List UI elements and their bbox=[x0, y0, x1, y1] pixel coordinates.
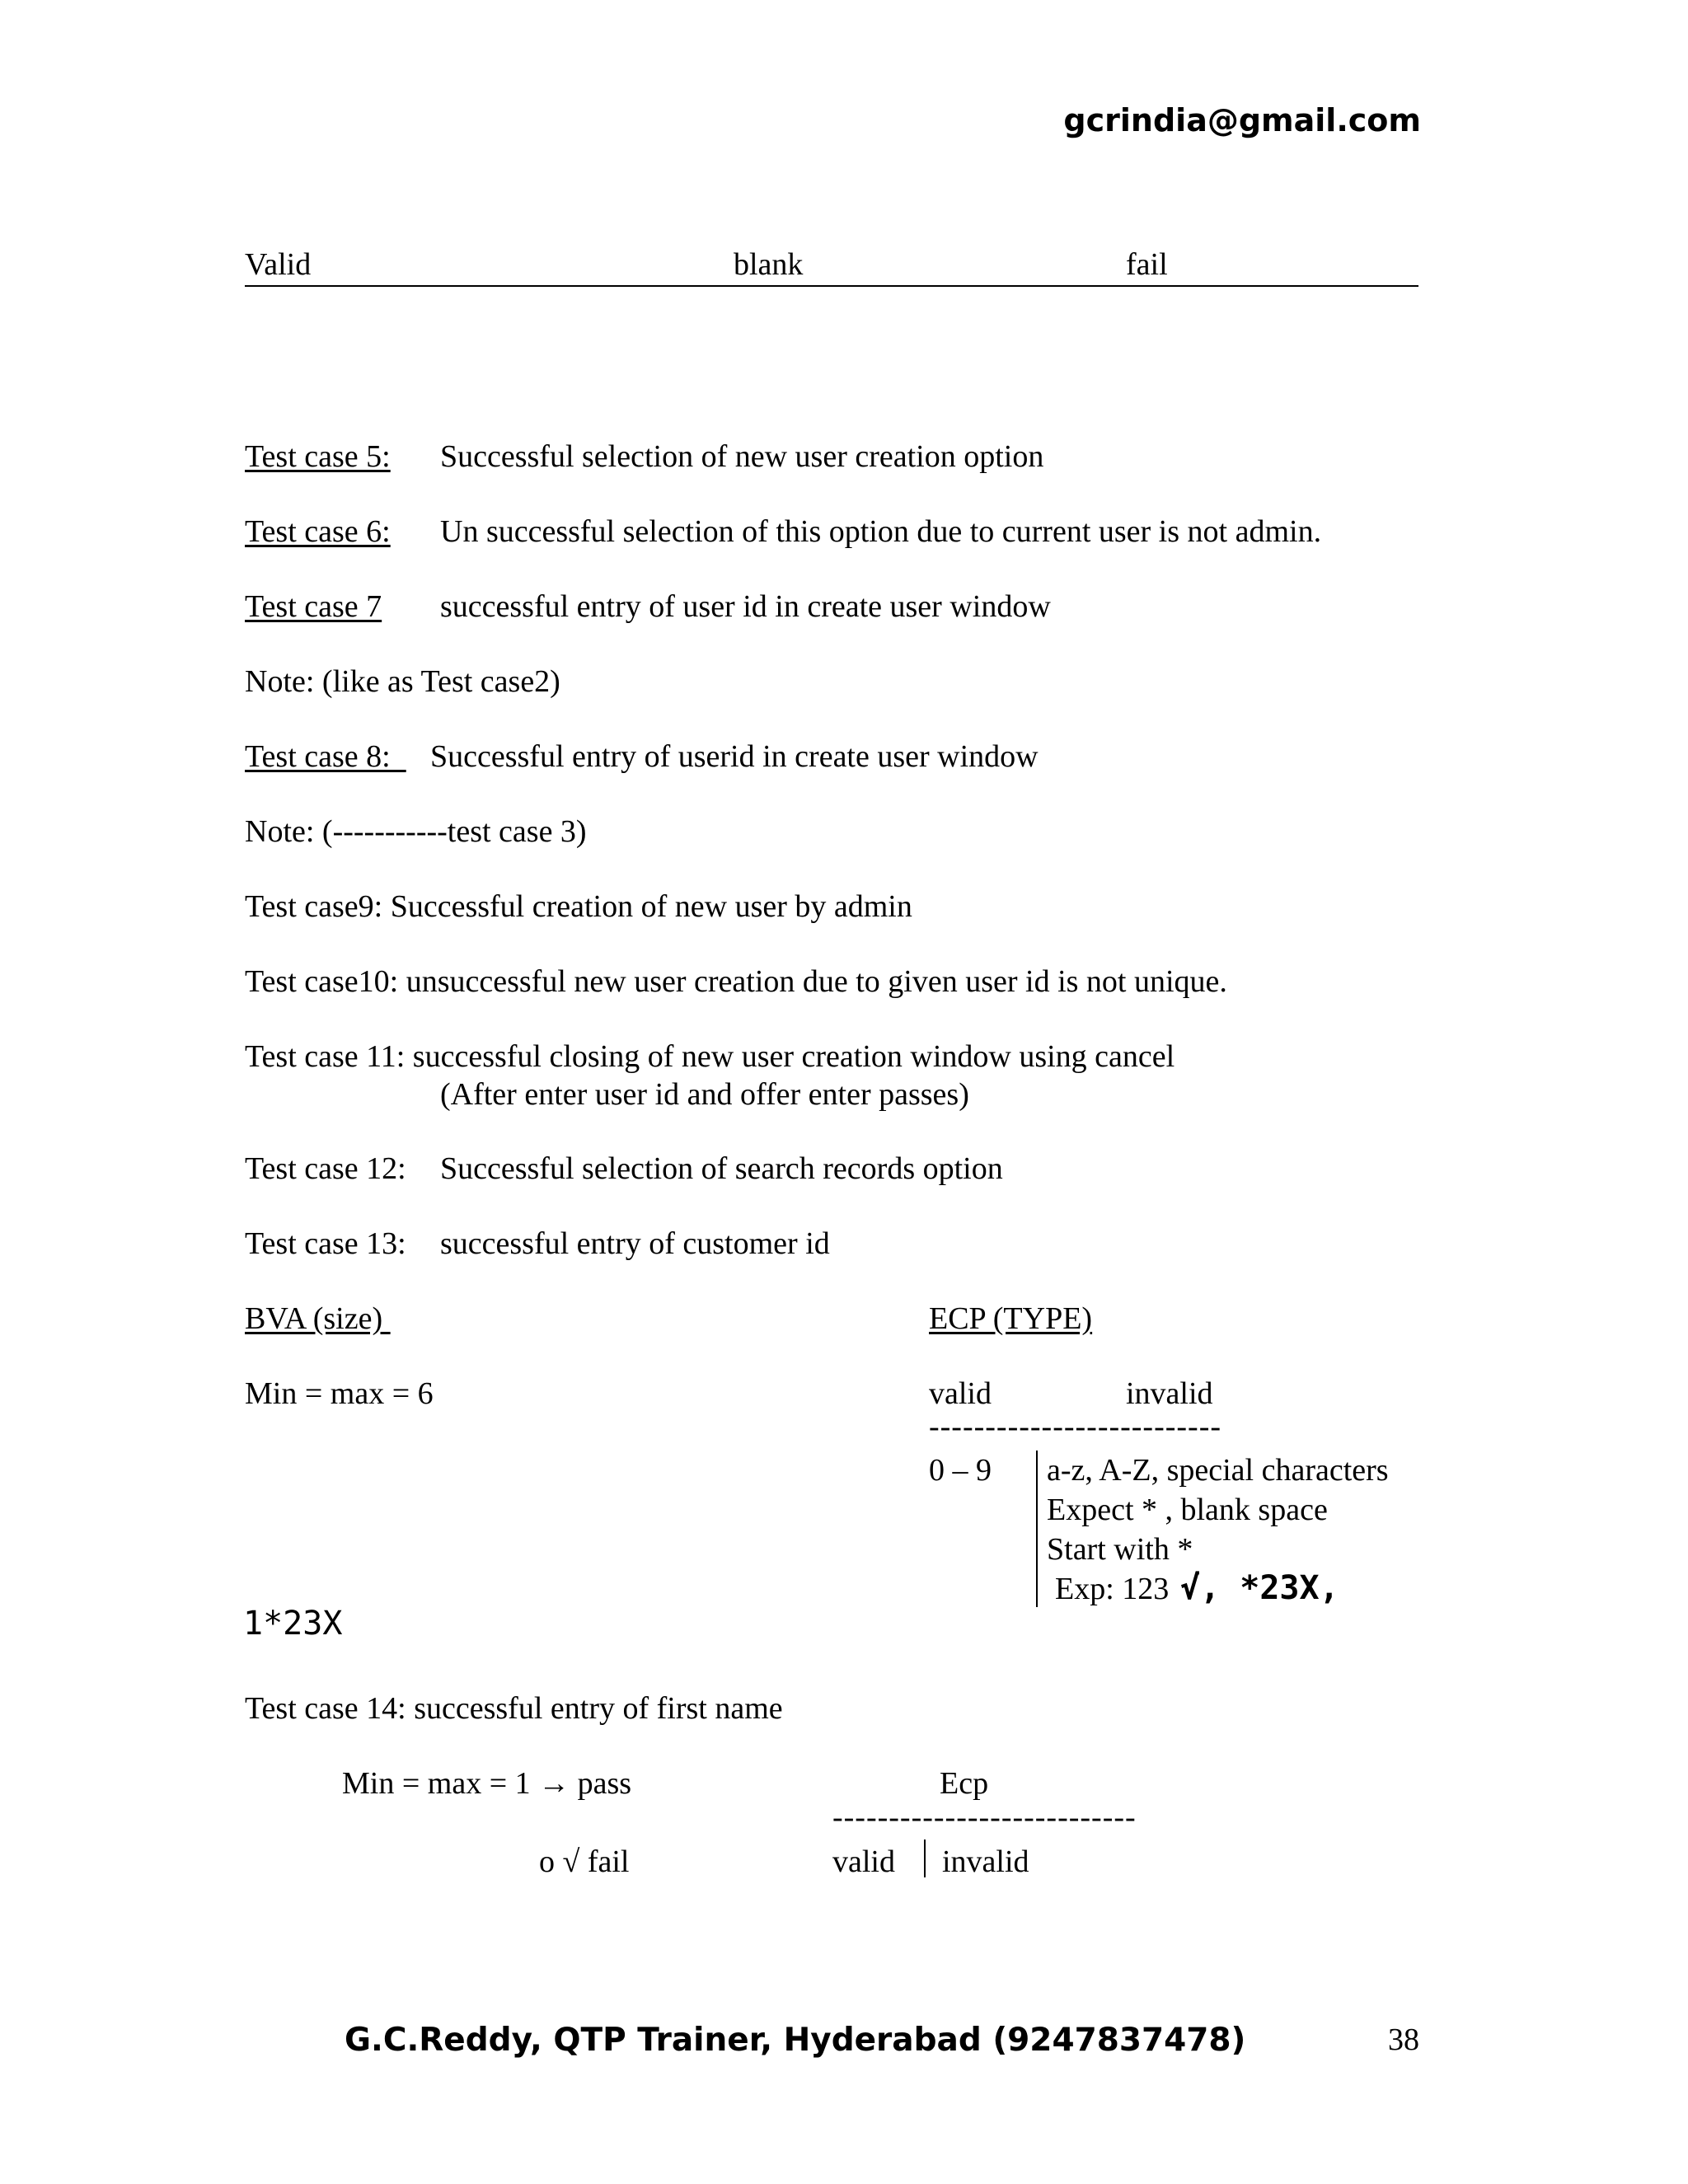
note-2: Note: (-----------test case 3) bbox=[245, 814, 587, 849]
note-1: Note: (like as Test case2) bbox=[245, 664, 560, 699]
tc8-label: Test case 8: bbox=[245, 739, 406, 774]
ecp-heading: ECP (TYPE) bbox=[929, 1301, 1093, 1336]
ecp-valid-header: valid bbox=[929, 1376, 992, 1411]
ecp-invalid-line-4: Exp: 123 bbox=[1055, 1572, 1170, 1606]
tc14-valid: valid bbox=[832, 1844, 895, 1879]
ecp-invalid-header: invalid bbox=[1126, 1376, 1213, 1411]
tc10-text: Test case10: unsuccessful new user creation due to given user id is not unique. bbox=[245, 964, 1227, 999]
tc14-dashes: --------------------------- bbox=[832, 1800, 1137, 1835]
tc14-minmax: Min = max = 1 → pass bbox=[342, 1766, 632, 1801]
ecp-valid-value: 0 – 9 bbox=[929, 1453, 992, 1488]
footer-trainer: G.C.Reddy, QTP Trainer, Hyderabad (9247837478) bbox=[345, 2022, 1246, 2059]
tc12-text: Successful selection of search records option bbox=[440, 1151, 1003, 1186]
bva-minmax: Min = max = 6 bbox=[245, 1376, 434, 1411]
ecp-dashes: -------------------------- bbox=[929, 1409, 1222, 1444]
top-row-rule bbox=[245, 285, 1418, 287]
tc5-label: Test case 5: bbox=[245, 439, 391, 474]
bva-example: 1*23X bbox=[243, 1605, 343, 1643]
tc13-label: Test case 13: bbox=[245, 1226, 406, 1261]
tc6-text: Un successful selection of this option due to current user is not admin. bbox=[440, 514, 1322, 549]
tc11-line2: (After enter user id and offer enter passes) bbox=[440, 1077, 969, 1112]
tc14-invalid: invalid bbox=[942, 1844, 1029, 1879]
tc6-label: Test case 6: bbox=[245, 514, 391, 549]
tc14-label: Test case 14: successful entry of first name bbox=[245, 1691, 783, 1726]
tc7-text: successful entry of user id in create user window bbox=[440, 589, 1051, 624]
ecp-invalid-line-1: a-z, A-Z, special characters bbox=[1047, 1453, 1389, 1488]
tc12-label: Test case 12: bbox=[245, 1151, 406, 1186]
tc5-text: Successful selection of new user creation option bbox=[440, 439, 1044, 474]
top-row-fail: fail bbox=[1126, 247, 1168, 282]
ecp-invalid-line-2: Expect * , blank space bbox=[1047, 1493, 1328, 1527]
top-row-valid: Valid bbox=[245, 247, 312, 282]
ecp-invalid-line-3: Start with * bbox=[1047, 1532, 1193, 1567]
ecp-exp-suffix: √, *23X, bbox=[1180, 1569, 1339, 1607]
top-row-blank: blank bbox=[734, 247, 804, 282]
tc14-ecp-heading: Ecp bbox=[940, 1766, 989, 1801]
tc11-line1: Test case 11: successful closing of new user creation window using cancel bbox=[245, 1039, 1175, 1074]
page-number: 38 bbox=[1388, 2022, 1419, 2057]
tc14-divider bbox=[924, 1840, 926, 1877]
tc14-fail: o √ fail bbox=[539, 1844, 630, 1879]
tc9-text: Test case9: Successful creation of new user by admin bbox=[245, 889, 912, 924]
bva-heading: BVA (size) bbox=[245, 1301, 391, 1336]
header-email: gcrindia@gmail.com bbox=[1063, 102, 1421, 138]
tc7-label: Test case 7 bbox=[245, 589, 382, 624]
ecp-divider bbox=[1036, 1451, 1038, 1607]
tc13-text: successful entry of customer id bbox=[440, 1226, 830, 1261]
tc8-text: Successful entry of userid in create user window bbox=[430, 739, 1039, 774]
